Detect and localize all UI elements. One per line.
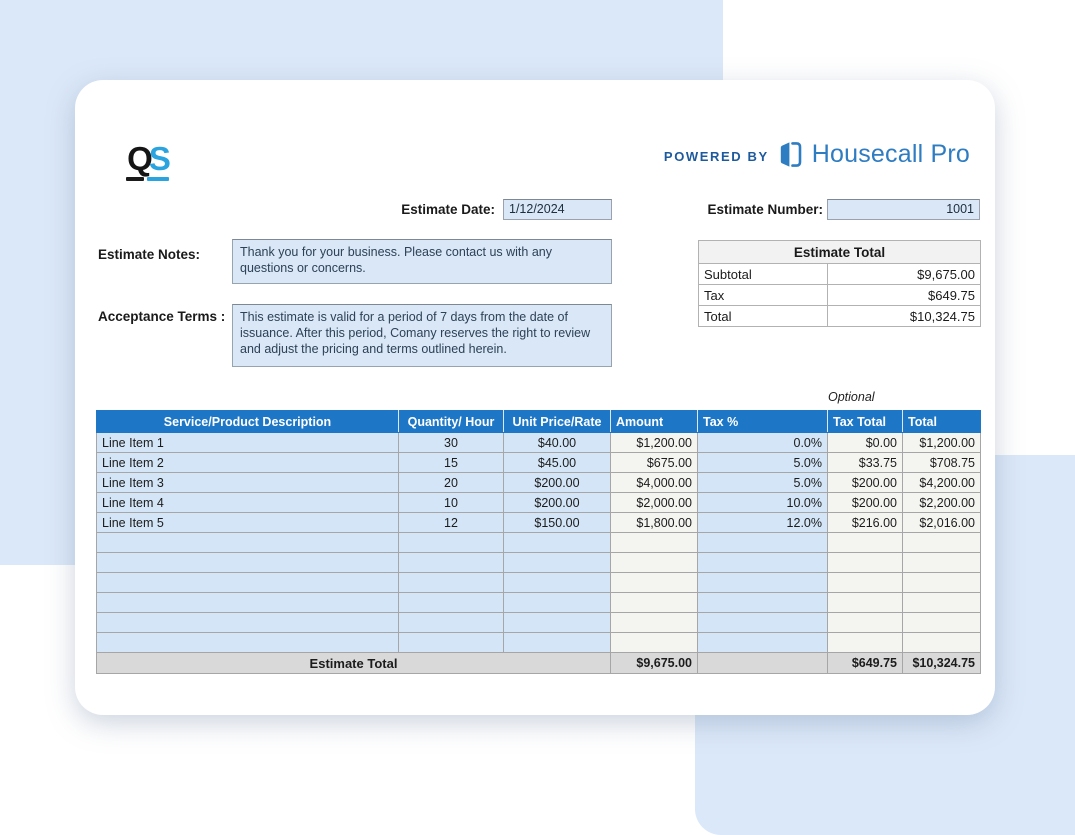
table-cell[interactable]: Line Item 4	[97, 493, 399, 513]
estimate-notes-field[interactable]: Thank you for your business. Please contact us with any questions or concerns.	[232, 239, 612, 284]
table-cell[interactable]	[611, 633, 698, 653]
table-cell[interactable]	[698, 593, 828, 613]
table-cell[interactable]	[504, 593, 611, 613]
table-cell[interactable]	[504, 573, 611, 593]
optional-column-tag: Optional	[828, 390, 875, 404]
table-cell[interactable]	[504, 613, 611, 633]
table-row	[97, 433, 981, 453]
table-cell[interactable]	[97, 533, 399, 553]
logo-letter-s: S	[148, 140, 167, 177]
table-cell[interactable]	[97, 633, 399, 653]
table-cell[interactable]: $200.00	[504, 473, 611, 493]
table-cell[interactable]: 5.0%	[698, 453, 828, 473]
table-cell[interactable]	[97, 593, 399, 613]
table-cell[interactable]: 12	[399, 513, 504, 533]
header-tax-total: Tax Total	[828, 411, 903, 433]
table-row	[97, 613, 981, 633]
estimate-date-field[interactable]: 1/12/2024	[503, 199, 612, 220]
table-cell[interactable]	[828, 633, 903, 653]
table-row	[97, 593, 981, 613]
table-cell[interactable]: 15	[399, 453, 504, 473]
summary-row-subtotal	[699, 264, 981, 285]
table-row	[97, 633, 981, 653]
table-cell[interactable]: $1,800.00	[611, 513, 698, 533]
table-cell[interactable]: $216.00	[828, 513, 903, 533]
table-row	[97, 573, 981, 593]
header-service-description: Service/Product Description	[97, 411, 399, 433]
table-cell[interactable]: Line Item 3	[97, 473, 399, 493]
summary-row-tax	[699, 285, 981, 306]
table-row	[97, 453, 981, 473]
table-cell[interactable]	[504, 553, 611, 573]
header-total: Total	[903, 411, 981, 433]
tax-value: $649.75	[828, 285, 981, 306]
company-logo	[117, 142, 177, 181]
table-cell[interactable]	[399, 573, 504, 593]
table-cell[interactable]: $708.75	[903, 453, 981, 473]
table-cell[interactable]: 30	[399, 433, 504, 453]
footer-tax-total: $649.75	[828, 653, 903, 674]
table-cell[interactable]	[903, 553, 981, 573]
table-cell[interactable]: $0.00	[828, 433, 903, 453]
table-row	[97, 513, 981, 533]
table-cell[interactable]: $4,000.00	[611, 473, 698, 493]
table-cell[interactable]	[611, 613, 698, 633]
table-cell[interactable]	[97, 553, 399, 573]
powered-by-branding	[664, 140, 970, 169]
table-cell[interactable]	[903, 613, 981, 633]
logo-tagline-dark	[126, 177, 144, 181]
total-value: $10,324.75	[828, 306, 981, 327]
table-cell[interactable]: $2,200.00	[903, 493, 981, 513]
table-cell[interactable]: $675.00	[611, 453, 698, 473]
estimate-notes-label: Estimate Notes:	[98, 247, 201, 262]
table-cell[interactable]	[698, 633, 828, 653]
table-cell[interactable]	[97, 613, 399, 633]
summary-header-row	[699, 241, 981, 264]
table-cell[interactable]	[698, 533, 828, 553]
table-cell[interactable]	[903, 593, 981, 613]
line-items-table	[96, 410, 981, 674]
table-cell[interactable]: 5.0%	[698, 473, 828, 493]
table-cell[interactable]: $1,200.00	[903, 433, 981, 453]
table-cell[interactable]: $4,200.00	[903, 473, 981, 493]
housecall-pro-logo-icon	[779, 141, 802, 168]
header-quantity-hour: Quantity/ Hour	[399, 411, 504, 433]
table-row	[97, 533, 981, 553]
table-cell[interactable]	[903, 573, 981, 593]
table-cell[interactable]	[903, 533, 981, 553]
powered-by-label: POWERED BY	[663, 149, 769, 164]
table-cell[interactable]: $1,200.00	[611, 433, 698, 453]
table-cell[interactable]: 10	[399, 493, 504, 513]
table-cell[interactable]	[399, 553, 504, 573]
table-cell[interactable]	[903, 633, 981, 653]
summary-row-total	[699, 306, 981, 327]
table-cell[interactable]	[698, 573, 828, 593]
company-logo-tagline	[117, 177, 177, 181]
table-cell[interactable]	[504, 533, 611, 553]
table-cell[interactable]: 20	[399, 473, 504, 493]
table-cell[interactable]: Line Item 1	[97, 433, 399, 453]
table-cell[interactable]: 10.0%	[698, 493, 828, 513]
footer-tax-percent-empty	[698, 653, 828, 674]
table-cell[interactable]: $45.00	[504, 453, 611, 473]
company-logo-letters	[117, 142, 177, 175]
estimate-card	[75, 80, 995, 715]
table-cell[interactable]	[611, 533, 698, 553]
table-cell[interactable]: 0.0%	[698, 433, 828, 453]
table-cell[interactable]: Line Item 2	[97, 453, 399, 473]
table-cell[interactable]	[828, 613, 903, 633]
table-cell[interactable]: Line Item 5	[97, 513, 399, 533]
table-cell[interactable]	[611, 553, 698, 573]
line-items-header-row	[97, 411, 981, 433]
table-cell[interactable]	[399, 613, 504, 633]
total-label: Total	[699, 306, 828, 327]
table-cell[interactable]: $2,000.00	[611, 493, 698, 513]
footer-amount-total: $9,675.00	[611, 653, 698, 674]
table-cell[interactable]	[399, 633, 504, 653]
acceptance-terms-label: Acceptance Terms :	[98, 309, 226, 324]
table-cell[interactable]	[828, 573, 903, 593]
table-cell[interactable]: $150.00	[504, 513, 611, 533]
table-cell[interactable]	[698, 613, 828, 633]
table-cell[interactable]	[504, 633, 611, 653]
line-items-body	[97, 433, 981, 653]
table-cell[interactable]: $200.00	[504, 493, 611, 513]
table-cell[interactable]	[399, 593, 504, 613]
estimate-number-label: Estimate Number:	[707, 202, 823, 217]
table-cell[interactable]: $200.00	[828, 493, 903, 513]
table-cell[interactable]: $200.00	[828, 473, 903, 493]
tax-label: Tax	[699, 285, 828, 306]
footer-estimate-total-label: Estimate Total	[97, 653, 611, 674]
summary-title: Estimate Total	[699, 241, 981, 264]
table-cell[interactable]	[828, 533, 903, 553]
estimate-total-summary	[698, 240, 981, 327]
estimate-total-row	[97, 653, 981, 674]
table-cell[interactable]: $33.75	[828, 453, 903, 473]
header-tax-percent: Tax %	[698, 411, 828, 433]
subtotal-label: Subtotal	[699, 264, 828, 285]
table-cell[interactable]: $2,016.00	[903, 513, 981, 533]
logo-tagline-blue	[147, 177, 169, 181]
table-cell[interactable]	[611, 573, 698, 593]
subtotal-value: $9,675.00	[828, 264, 981, 285]
table-row	[97, 493, 981, 513]
table-cell[interactable]: $40.00	[504, 433, 611, 453]
estimate-date-label: Estimate Date:	[401, 202, 495, 217]
table-cell[interactable]	[611, 593, 698, 613]
table-cell[interactable]: 12.0%	[698, 513, 828, 533]
housecall-pro-wordmark: Housecall Pro	[811, 140, 970, 168]
table-cell[interactable]	[828, 593, 903, 613]
footer-grand-total: $10,324.75	[903, 653, 981, 674]
header-amount: Amount	[611, 411, 698, 433]
header-unit-price-rate: Unit Price/Rate	[504, 411, 611, 433]
table-cell[interactable]	[828, 553, 903, 573]
acceptance-terms-field[interactable]: This estimate is valid for a period of 7 days from the date of issuance. After this period, Comany reserves the right to review and adjust the pricing and terms outlined herein.	[232, 304, 612, 367]
table-row	[97, 473, 981, 493]
logo-letter-q: Q	[127, 140, 149, 177]
table-cell[interactable]	[97, 573, 399, 593]
table-cell[interactable]	[399, 533, 504, 553]
table-row	[97, 553, 981, 573]
estimate-number-field[interactable]: 1001	[827, 199, 980, 220]
table-cell[interactable]	[698, 553, 828, 573]
